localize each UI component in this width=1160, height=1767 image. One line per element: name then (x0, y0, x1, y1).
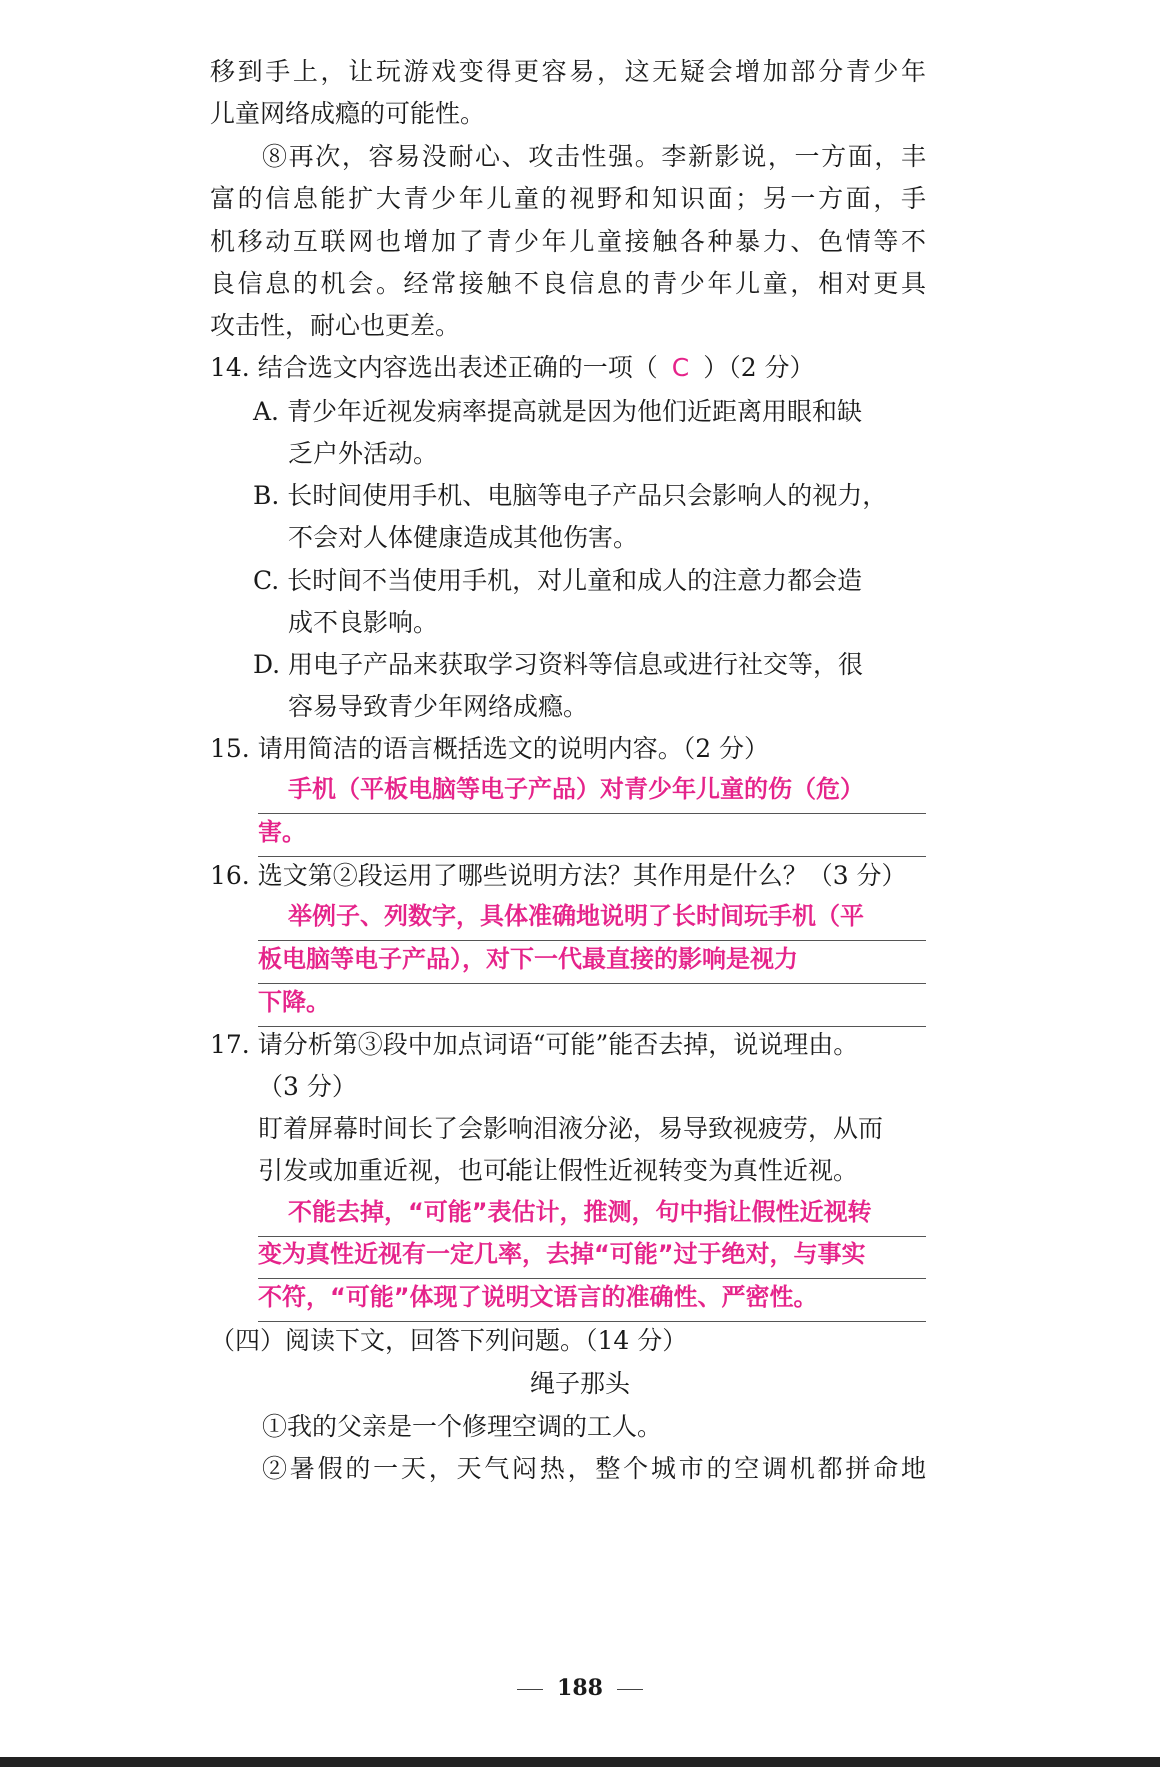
option-d: D. 用电子产品来获取学习资料等信息或进行社交等，很 (253, 650, 864, 679)
dotted-word: 可能 • (483, 1156, 533, 1185)
question-15-answer-line: 害。 (258, 809, 926, 857)
passage-line: 攻击性，耐心也更差。 (210, 311, 461, 340)
question-15-answer-line: 手机（平板电脑等电子产品）对青少年儿童的伤（危） (258, 766, 926, 814)
question-14-stem (210, 344, 815, 391)
passage-line: 富的信息能扩大青少年儿童的视野和知识面；另一方面，手 (210, 184, 926, 213)
question-14-stem-text: 14. 结合选文内容选出表述正确的一项（ (210, 353, 658, 382)
option-a-cont: 乏户外活动。 (288, 439, 439, 468)
dash-right (617, 1689, 643, 1690)
question-17-answer-line: 不能去掉，“可能”表估计，推测，句中指让假性近视转 (258, 1189, 926, 1237)
passage-line: 移到手上，让玩游戏变得更容易，这无疑会增加部分青少年 (210, 57, 926, 86)
question-16-stem: 16. 选文第②段运用了哪些说明方法？其作用是什么？（3 分） (210, 861, 907, 890)
passage-line: ⑧再次，容易没耐心、攻击性强。李新影说，一方面，丰 (262, 142, 926, 171)
question-17-quote: 盯着屏幕时间长了会影响泪液分泌，易导致视疲劳，从而 (258, 1114, 884, 1143)
question-15-stem: 15. 请用简洁的语言概括选文的说明内容。（2 分） (210, 734, 770, 763)
question-16-answer-line: 板电脑等电子产品），对下一代最直接的影响是视力 (258, 936, 926, 984)
passage-line: 机移动互联网也增加了青少年儿童接触各种暴力、色情等不 (210, 227, 926, 256)
option-b: B. 长时间使用手机、电脑等电子产品只会影响人的视力， (253, 481, 888, 510)
section-heading: （四）阅读下文，回答下列问题。（14 分） (210, 1326, 688, 1355)
quote-text: 让假性近视转变为真性近视。 (533, 1156, 859, 1185)
passage-line: 儿童网络成瘾的可能性。 (210, 99, 486, 128)
question-17-answer-line: 变为真性近视有一定几率，去掉“可能”过于绝对，与事实 (258, 1231, 926, 1279)
article-paragraph: ①我的父亲是一个修理空调的工人。 (262, 1412, 663, 1441)
question-14-answer: C (671, 353, 690, 382)
option-c: C. 长时间不当使用手机，对儿童和成人的注意力都会造 (253, 566, 863, 595)
option-a: A. 青少年近视发病率提高就是因为他们近距离用眼和缺 (253, 397, 862, 426)
option-d-cont: 容易导致青少年网络成瘾。 (288, 692, 589, 721)
question-14-score: ）（2 分） (703, 353, 815, 382)
question-16-answer-line: 下降。 (258, 979, 926, 1027)
quote-text: 引发或加重近视，也 (258, 1156, 484, 1185)
option-b-cont: 不会对人体健康造成其他伤害。 (288, 523, 639, 552)
option-c-cont: 成不良影响。 (288, 608, 439, 637)
bottom-bar (0, 1757, 1160, 1767)
question-16-answer-line: 举例子、列数字，具体准确地说明了长时间玩手机（平 (258, 893, 926, 941)
page-number-text: 188 (557, 1675, 603, 1701)
question-17-stem: 17. 请分析第③段中加点词语“可能”能否去掉，说说理由。 (210, 1030, 859, 1059)
passage-line: 良信息的机会。经常接触不良信息的青少年儿童，相对更具 (210, 269, 926, 298)
page-number (0, 1668, 1160, 1708)
question-17-score: （3 分） (258, 1072, 357, 1101)
dash-left (517, 1689, 543, 1690)
question-17-answer-line: 不符，“可能”体现了说明文语言的准确性、严密性。 (258, 1274, 926, 1322)
question-17-quote (258, 1147, 858, 1194)
article-title: 绳子那头 (529, 1369, 630, 1398)
article-paragraph: ②暑假的一天，天气闷热，整个城市的空调机都拼命地 (262, 1454, 926, 1483)
